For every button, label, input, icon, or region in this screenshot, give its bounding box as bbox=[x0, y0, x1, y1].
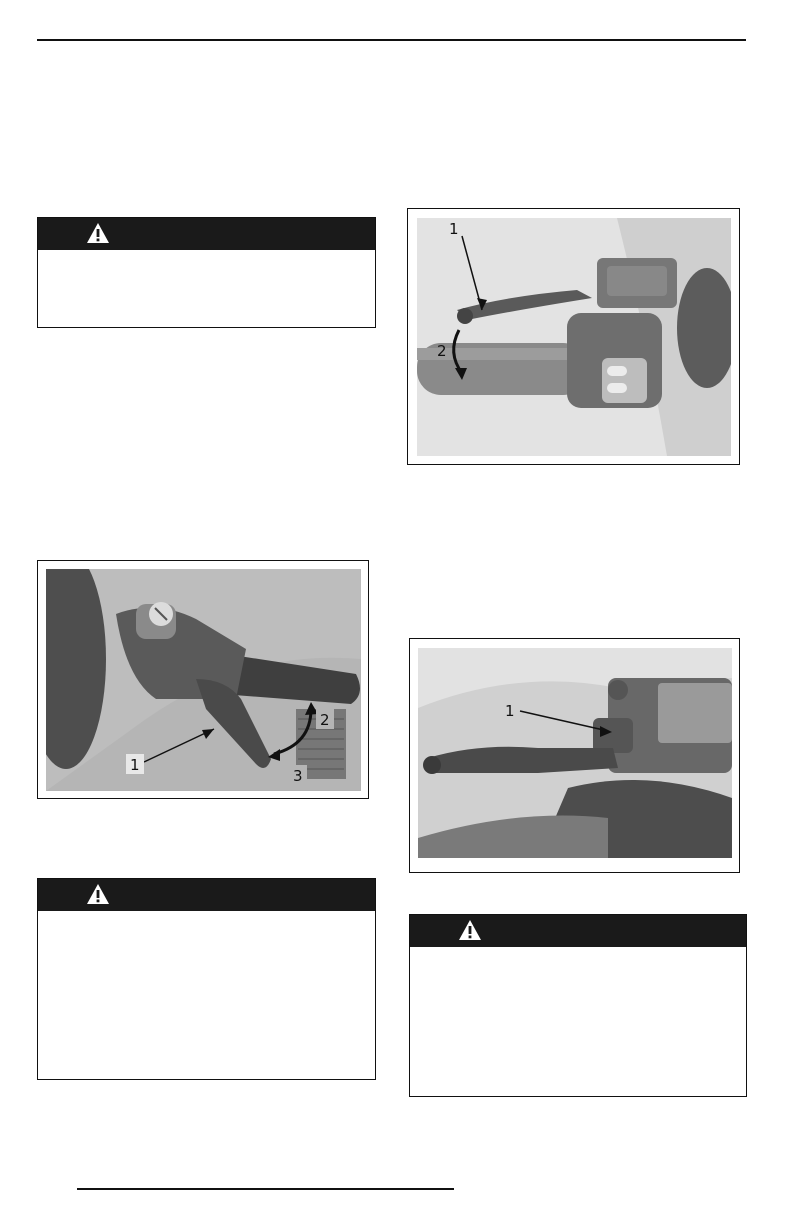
warning-body bbox=[38, 250, 375, 327]
warning-triangle-icon bbox=[86, 222, 110, 244]
callout-2: 2 bbox=[437, 342, 447, 360]
warning-box-3 bbox=[409, 914, 747, 1097]
callout-1: 1 bbox=[449, 220, 459, 238]
warning-header bbox=[410, 915, 746, 947]
photo-brake-lever bbox=[417, 218, 731, 456]
callout-3: 3 bbox=[293, 767, 303, 785]
warning-body bbox=[410, 947, 746, 1096]
warning-header bbox=[38, 879, 375, 911]
photo-throttle-lever bbox=[46, 569, 361, 791]
warning-header bbox=[38, 218, 375, 250]
warning-box-2 bbox=[37, 878, 376, 1080]
warning-body bbox=[38, 911, 375, 1079]
warning-triangle-icon bbox=[458, 919, 482, 941]
figure-throttle-lever bbox=[37, 560, 369, 799]
photo-brake-lock bbox=[418, 648, 732, 858]
figure-brake-lever bbox=[407, 208, 740, 465]
header-rule bbox=[37, 39, 746, 41]
callout-1: 1 bbox=[130, 756, 140, 774]
callout-1: 1 bbox=[505, 702, 515, 720]
callout-2: 2 bbox=[320, 711, 330, 729]
footer-rule bbox=[77, 1188, 454, 1190]
warning-box-1 bbox=[37, 217, 376, 328]
warning-triangle-icon bbox=[86, 883, 110, 905]
figure-brake-lock bbox=[409, 638, 740, 873]
